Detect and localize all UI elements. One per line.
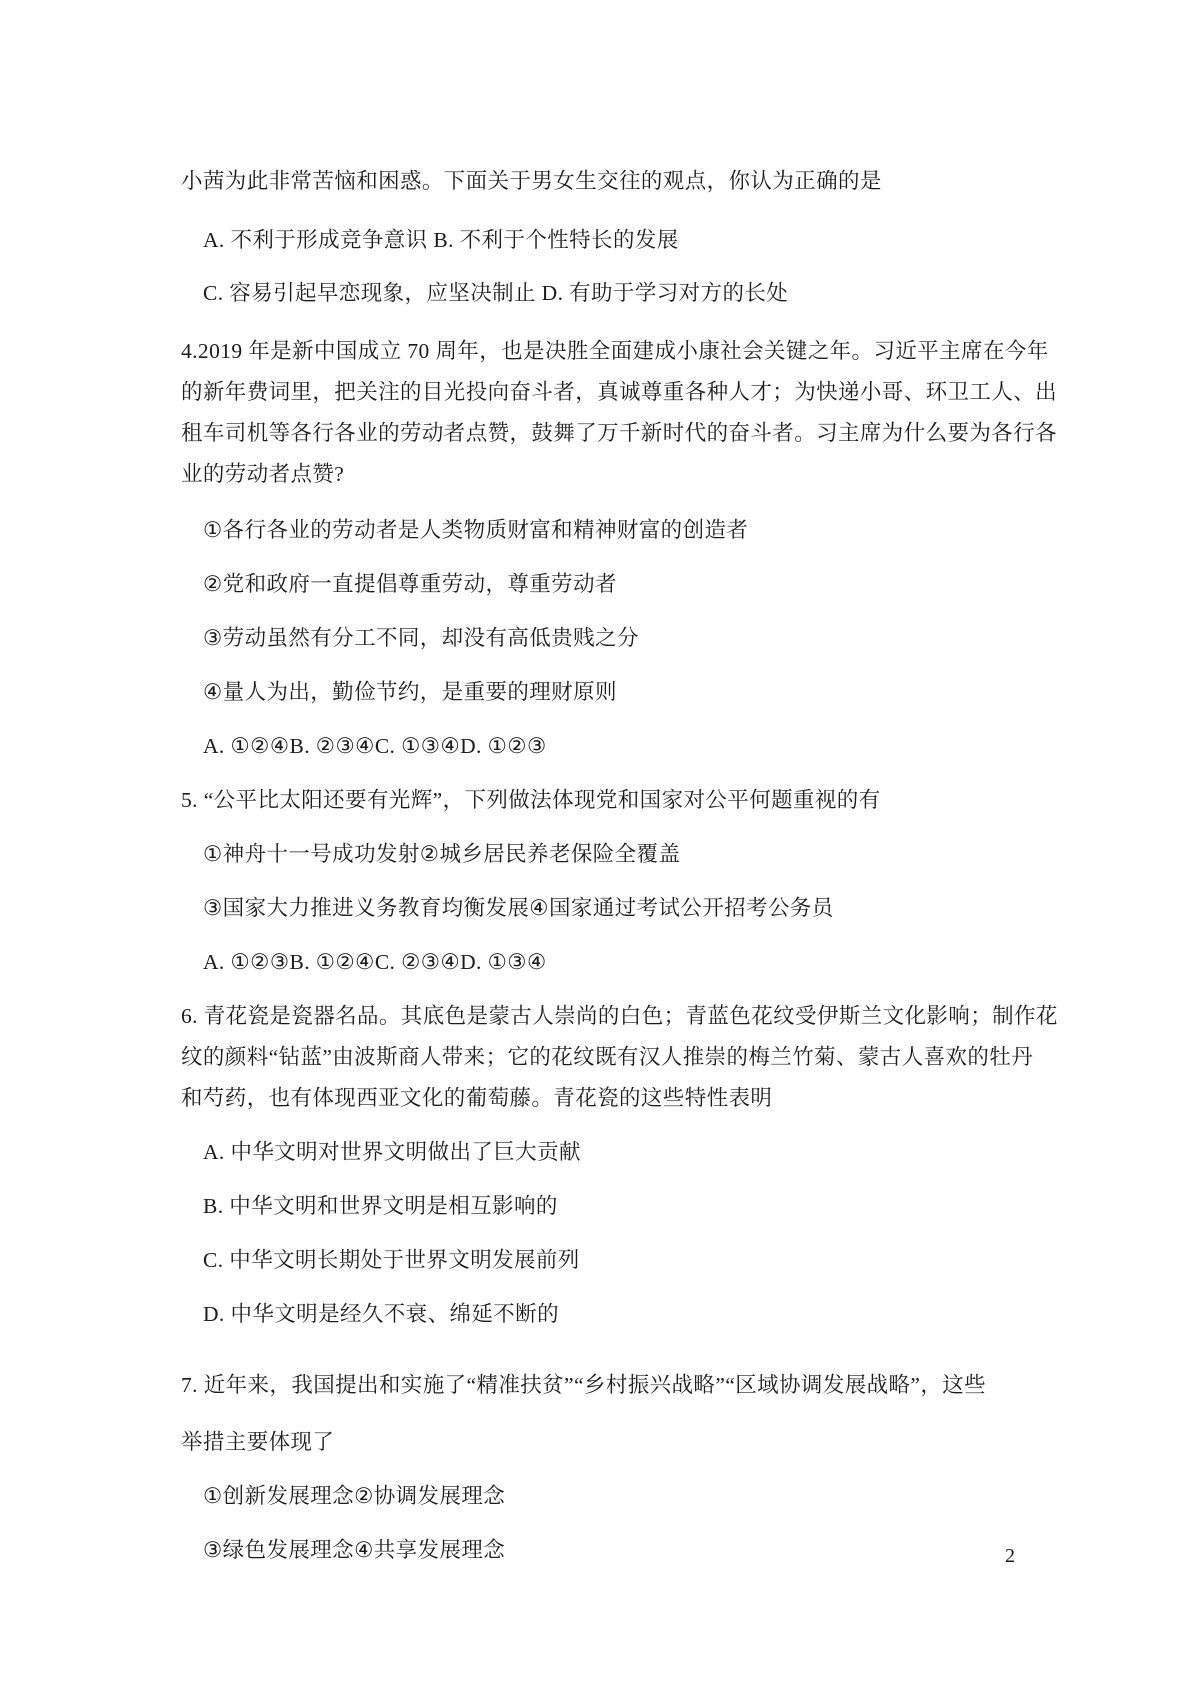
q6-option-d: D. 中华文明是经久不衰、绵延不断的 bbox=[203, 1301, 559, 1326]
q7-items-1-2: ①创新发展理念②协调发展理念 bbox=[203, 1483, 506, 1508]
q7-items-3-4: ③绿色发展理念④共享发展理念 bbox=[203, 1537, 506, 1562]
q4-stem-line-2: 的新年费词里，把关注的目光投向奋斗者，真诚尊重各种人才；为快递小哥、环卫工人、出 bbox=[181, 379, 1058, 404]
q4-item-4: ④量人为出，勤俭节约，是重要的理财原则 bbox=[203, 679, 617, 704]
q6-option-a: A. 中华文明对世界文明做出了巨大贡献 bbox=[203, 1139, 581, 1164]
q6-stem-line-1: 6. 青花瓷是瓷器名品。其底色是蒙古人崇尚的白色；青蓝色花纹受伊斯兰文化影响；制作花 bbox=[181, 1003, 1058, 1028]
q4-stem-line-3: 租车司机等各行各业的劳动者点赞，鼓舞了万千新时代的奋斗者。习主席为什么要为各行各 bbox=[181, 420, 1058, 445]
q5-items-1-2: ①神舟十一号成功发射②城乡居民养老保险全覆盖 bbox=[203, 841, 681, 866]
q6-option-b: B. 中华文明和世界文明是相互影响的 bbox=[203, 1193, 558, 1218]
q4-item-2: ②党和政府一直提倡尊重劳动，尊重劳动者 bbox=[203, 571, 617, 596]
q5-stem: 5. “公平比太阳还要有光辉”，下列做法体现党和国家对公平何题重视的有 bbox=[181, 787, 881, 812]
q3-options-ab: A. 不利于形成竞争意识 B. 不利于个性特长的发展 bbox=[203, 227, 679, 252]
q6-stem-line-2: 纹的颜料“钻蓝”由波斯商人带来；它的花纹既有汉人推崇的梅兰竹菊、蒙古人喜欢的牡丹 bbox=[181, 1044, 1034, 1069]
q5-items-3-4: ③国家大力推进义务教育均衡发展④国家通过考试公开招考公务员 bbox=[203, 895, 834, 920]
q3-stem-continuation: 小茜为此非常苦恼和困惑。下面关于男女生交往的观点，你认为正确的是 bbox=[181, 168, 882, 193]
q5-answer-options: A. ①②③B. ①②④C. ②③④D. ①③④ bbox=[203, 949, 547, 974]
q4-item-3: ③劳动虽然有分工不同，却没有高低贵贱之分 bbox=[203, 625, 639, 650]
q3-options-cd: C. 容易引起早恋现象，应坚决制止 D. 有助于学习对方的长处 bbox=[203, 280, 789, 305]
q7-stem-line-1: 7. 近年来，我国提出和实施了“精准扶贫”“乡村振兴战略”“区域协调发展战略”，这些 bbox=[181, 1372, 987, 1397]
q4-stem-line-4: 业的劳动者点赞? bbox=[181, 461, 345, 486]
q6-option-c: C. 中华文明长期处于世界文明发展前列 bbox=[203, 1247, 580, 1272]
page-number: 2 bbox=[1005, 1545, 1015, 1567]
q6-stem-line-3: 和芍药，也有体现西亚文化的葡萄藤。青花瓷的这些特性表明 bbox=[181, 1085, 773, 1110]
q4-item-1: ①各行各业的劳动者是人类物质财富和精神财富的创造者 bbox=[203, 517, 749, 542]
q4-answer-options: A. ①②④B. ②③④C. ①③④D. ①②③ bbox=[203, 733, 547, 758]
q4-stem-line-1: 4.2019 年是新中国成立 70 周年，也是决胜全面建成小康社会关键之年。习近平主席在今年 bbox=[181, 338, 1049, 363]
q7-stem-line-2: 举措主要体现了 bbox=[181, 1429, 335, 1454]
